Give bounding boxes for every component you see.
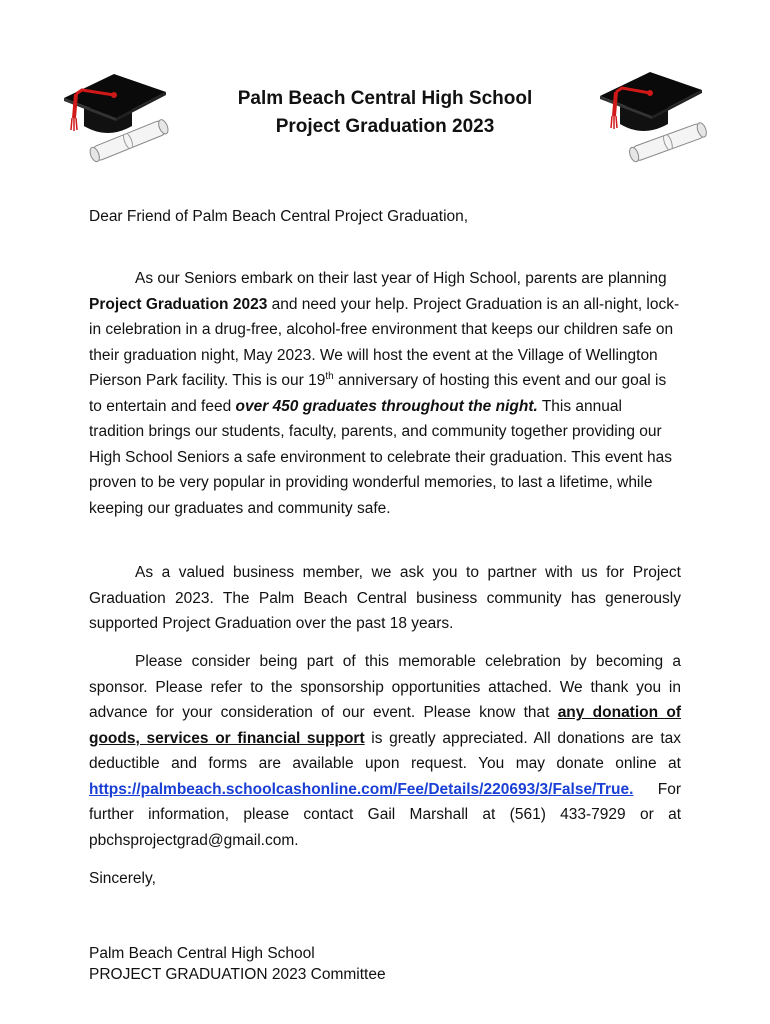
paragraph-text: As a valued business member, we ask you to partner with us for Project Graduation 2023. The Palm Beach Central business community has generously supported Project Graduation over the past 18 years.	[89, 564, 681, 632]
event-title-heading: Project Graduation 2023	[275, 116, 495, 137]
paragraph-text: As our Seniors embark on their last year of High School, parents are planning	[135, 270, 667, 287]
signature-line-2: PROJECT GRADUATION 2023 Committee	[89, 966, 386, 983]
paragraph-text: For further information, please contact Gail Marshall at (561) 433-7929 or at pbchsprojectgrad@gmail.com.	[89, 780, 681, 849]
salutation: Dear Friend of Palm Beach Central Project Graduation,	[89, 208, 469, 225]
paragraph-text: and need your help. Project Graduation is an all-night, lock-in celebration in a drug-free, alcohol-free environment that keeps our children safe on their graduation night, May 2023. We will host the event at the Village of Wellington Pierson Park facility. This is our 19	[89, 295, 680, 389]
closing: Sincerely,	[89, 870, 156, 887]
emphasis-text: over 450 graduates throughout the night.	[235, 397, 538, 415]
paragraph-text: Please consider being part of this memorable celebration by becoming a sponsor. Please refer to the sponsorship opportunities attached. We thank you in advance for your consideration of our event. Please know that	[89, 653, 681, 721]
paragraph-text: This annual tradition brings our students, faculty, parents, and community together providing our High School Seniors a safe environment to celebrate their graduation. This event has proven to be very popular in providing wonderful memories, to last a lifetime, while keeping our graduates and community safe.	[89, 397, 673, 517]
paragraph-intro	[89, 266, 681, 521]
paragraph-text: anniversary of hosting this event and our goal is to entertain and feed	[89, 372, 667, 415]
signature-line-1: Palm Beach Central High School	[89, 945, 315, 962]
paragraph-sponsor	[89, 649, 681, 853]
superscript-text: th	[325, 370, 334, 382]
donation-link[interactable]: https://palmbeach.schoolcashonline.com/Fee/Details/220693/3/False/True.	[89, 780, 634, 798]
bold-text: Project Graduation 2023	[89, 295, 268, 313]
paragraph-partner	[89, 560, 681, 637]
school-name-heading: Palm Beach Central High School	[237, 88, 533, 109]
paragraph-text: is greatly appreciated. All donations are tax deductible and forms are available upon request. You may donate online at	[89, 729, 681, 772]
emphasis-text: any donation of goods, services or financial support	[89, 704, 681, 747]
